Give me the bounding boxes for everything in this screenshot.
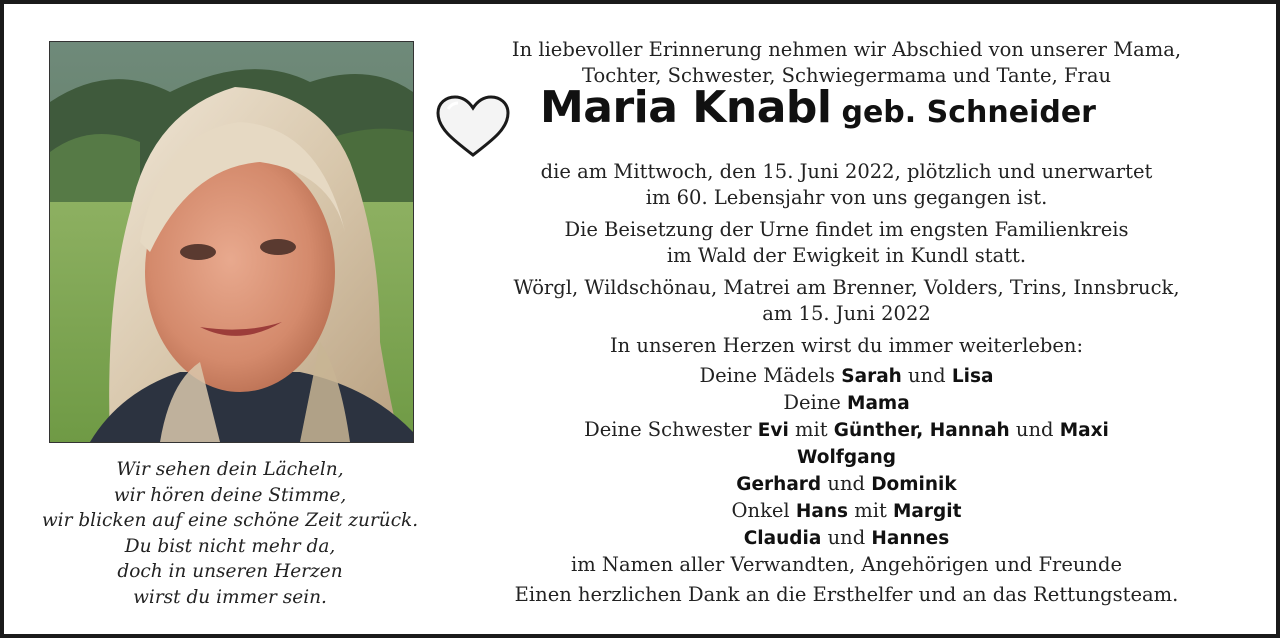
intro-line: Tochter, Schwester, Schwiegermama und Tante, Frau bbox=[581, 64, 1112, 87]
mourner-name: Sarah bbox=[841, 366, 902, 387]
mourner-text: und bbox=[821, 526, 872, 549]
death-line: die am Mittwoch, den 15. Juni 2022, plötzlich und unerwartet bbox=[540, 160, 1153, 183]
mourner-name: Margit bbox=[893, 501, 962, 522]
mourner-name: Evi bbox=[757, 420, 789, 441]
deceased-name bbox=[540, 82, 1096, 133]
poem-line: wirst du immer sein. bbox=[133, 586, 327, 608]
poem-line: Wir sehen dein Lächeln, bbox=[116, 459, 344, 480]
mourner-name: Dominik bbox=[871, 474, 957, 495]
mourner-text: und bbox=[821, 472, 872, 495]
poem-line: wir hören deine Stimme, bbox=[113, 484, 347, 506]
burial-line: Die Beisetzung der Urne findet im engsten Familienkreis bbox=[564, 218, 1129, 241]
burial-line: im Wald der Ewigkeit in Kundl statt. bbox=[666, 244, 1027, 267]
mourner-text: und bbox=[901, 364, 952, 387]
thanks-line: Einen herzlichen Dank an die Ersthelfer und an das Rettungsteam. bbox=[514, 583, 1179, 606]
mourner-name: Claudia bbox=[743, 528, 822, 549]
poem-line: Du bist nicht mehr da, bbox=[124, 535, 336, 557]
mourner-name: Maxi bbox=[1059, 420, 1109, 441]
mourners-heading: In unseren Herzen wirst du immer weiterleben: bbox=[609, 334, 1084, 357]
poem-line: doch in unseren Herzen bbox=[117, 561, 343, 582]
mourner-line bbox=[474, 498, 1219, 525]
mourner-name: Günther, Hannah bbox=[833, 420, 1010, 441]
date-line: am 15. Juni 2022 bbox=[762, 302, 931, 325]
mourner-text: Onkel bbox=[731, 499, 796, 522]
mourner-name: Gerhard bbox=[736, 474, 822, 495]
mourner-line bbox=[474, 390, 1219, 417]
portrait-photo bbox=[49, 41, 414, 443]
mourner-name: Wolfgang bbox=[797, 447, 896, 468]
memorial-poem bbox=[14, 457, 446, 610]
mourner-line bbox=[474, 471, 1219, 498]
place-line: Wörgl, Wildschönau, Matrei am Brenner, Volders, Trins, Innsbruck, bbox=[513, 276, 1180, 299]
mourner-line bbox=[474, 363, 1219, 390]
mourners-closing: im Namen aller Verwandten, Angehörigen und Freunde bbox=[570, 553, 1123, 576]
mourner-text: und bbox=[1009, 418, 1060, 441]
mourner-text: Deine Mädels bbox=[699, 364, 842, 387]
mourner-name: Hannes bbox=[871, 528, 950, 549]
mourner-name: Hans bbox=[795, 501, 849, 522]
deceased-name-row bbox=[474, 82, 1219, 159]
mourner-line bbox=[474, 417, 1219, 444]
notice-text bbox=[474, 37, 1219, 608]
mourner-name: Lisa bbox=[951, 366, 994, 387]
mourner-line bbox=[474, 525, 1219, 552]
mourner-text: Deine bbox=[783, 391, 848, 414]
mourner-line bbox=[474, 444, 1219, 471]
intro-line: In liebevoller Erinnerung nehmen wir Abschied von unserer Mama, bbox=[511, 38, 1182, 61]
poem-line: wir blicken auf eine schöne Zeit zurück. bbox=[41, 510, 419, 531]
mourner-text: mit bbox=[788, 418, 834, 441]
death-line: im 60. Lebensjahr von uns gegangen ist. bbox=[645, 186, 1048, 209]
mourner-text: mit bbox=[848, 499, 893, 522]
mourner-text: Deine Schwester bbox=[584, 418, 758, 441]
mourner-name: Mama bbox=[847, 393, 910, 414]
heart-outline-icon bbox=[434, 95, 512, 159]
maiden-name: geb. Schneider bbox=[841, 95, 1096, 130]
full-name: Maria Knabl bbox=[540, 82, 832, 133]
